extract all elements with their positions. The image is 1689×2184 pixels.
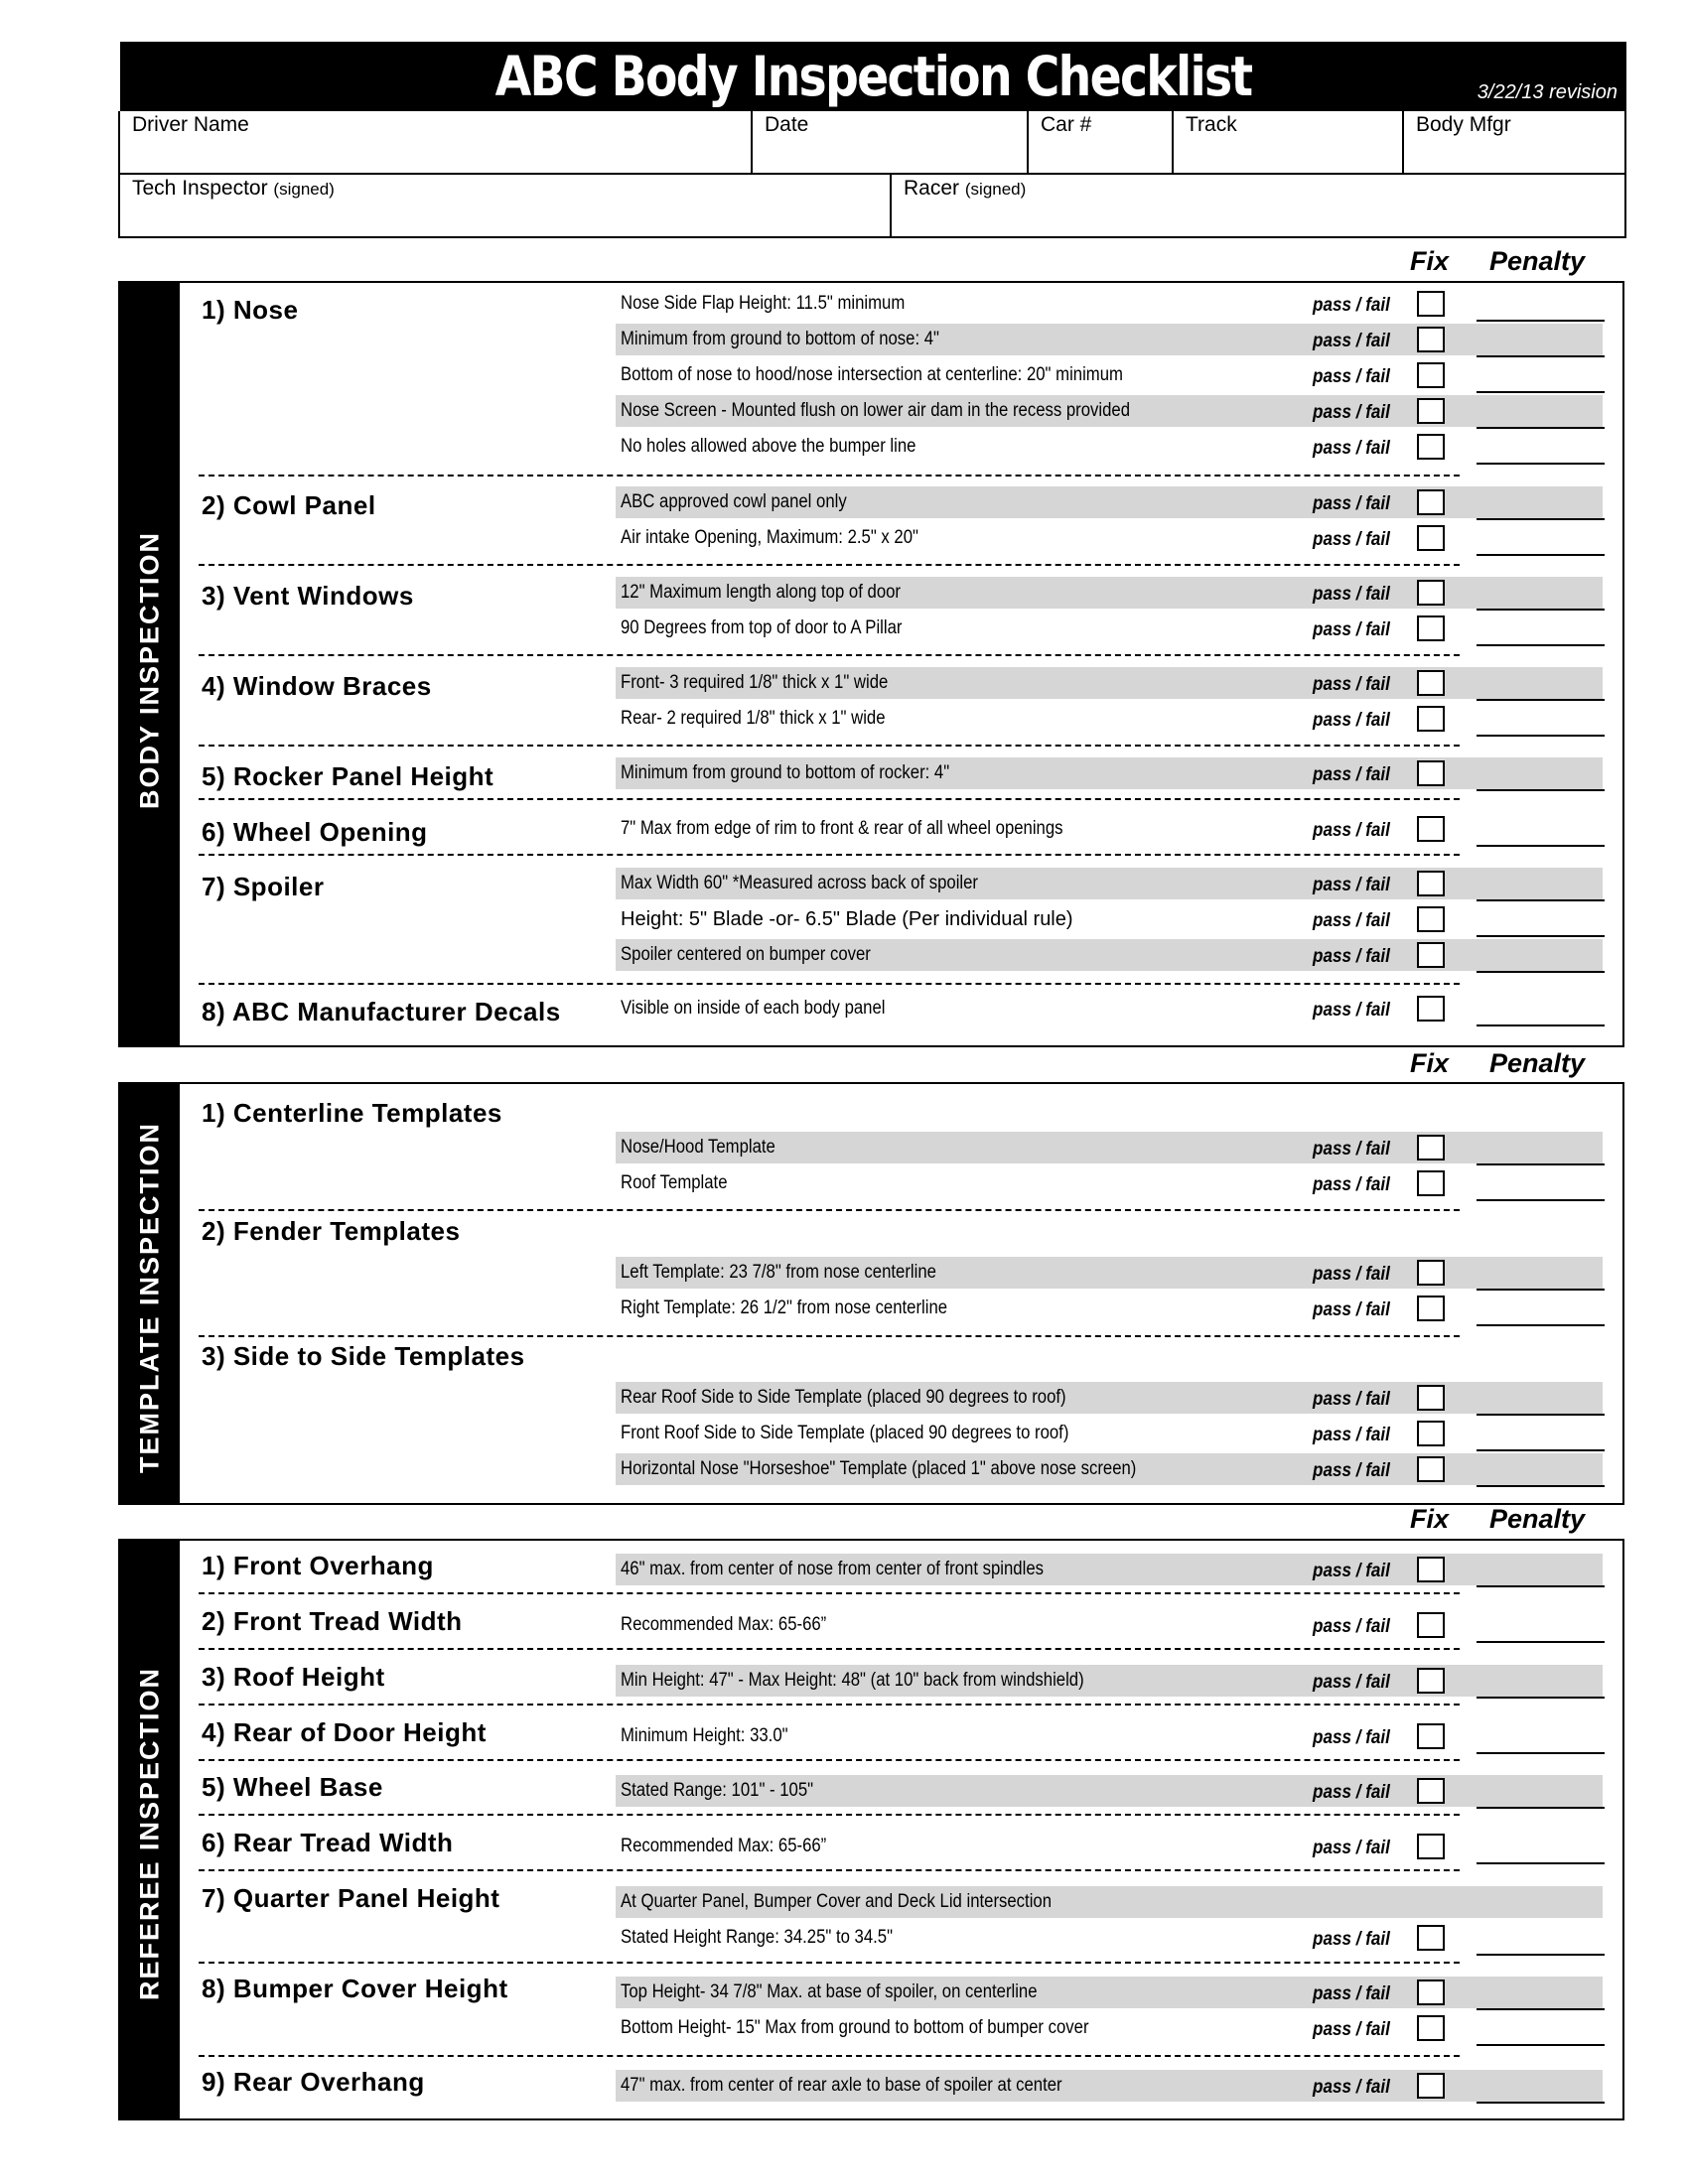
penalty-line[interactable] [1477,609,1605,611]
pass-fail-label: pass / fail [1313,1000,1390,1021]
penalty-line[interactable] [1477,355,1605,357]
penalty-line[interactable] [1477,1414,1605,1416]
requirement-text: Spoiler centered on bumper cover [621,944,871,965]
penalty-line[interactable] [1477,2044,1605,2046]
tech-signed-label: (signed) [273,180,335,199]
pass-fail-label: pass / fail [1313,875,1390,895]
pass-fail-label: pass / fail [1313,529,1390,550]
group-divider [199,745,1460,747]
fix-checkbox[interactable] [1417,1612,1445,1638]
penalty-column-header-1: Penalty [1489,246,1586,276]
pass-fail-label: pass / fail [1313,1672,1390,1693]
fix-checkbox[interactable] [1417,1925,1445,1951]
group-divider [199,1335,1460,1337]
penalty-line[interactable] [1477,427,1605,429]
penalty-line[interactable] [1477,971,1605,973]
pass-fail-label: pass / fail [1313,1782,1390,1803]
penalty-line[interactable] [1477,1199,1605,1201]
group-divider [199,798,1460,800]
fix-checkbox[interactable] [1417,1456,1445,1482]
pass-fail-label: pass / fail [1313,1299,1390,1320]
pass-fail-label: pass / fail [1313,1616,1390,1637]
penalty-line[interactable] [1477,935,1605,937]
requirement-text: Front- 3 required 1/8" thick x 1" wide [621,672,889,693]
referee-inspection-title: REFEREE INSPECTION [134,1666,165,2001]
driver-info-box [118,111,1626,238]
item-label: 1) Front Overhang [202,1551,434,1580]
fix-checkbox[interactable] [1417,525,1445,551]
fix-checkbox[interactable] [1417,871,1445,896]
penalty-line[interactable] [1477,1024,1605,1026]
requirement-text: Front Roof Side to Side Template (placed 90 degrees to roof) [621,1423,1069,1443]
requirement-text: 12" Maximum length along top of door [621,582,901,603]
requirement-text: At Quarter Panel, Bumper Cover and Deck Lid intersection [621,1891,1053,1912]
fix-checkbox[interactable] [1417,1778,1445,1804]
item-label: 5) Wheel Base [202,1772,383,1802]
penalty-line[interactable] [1477,463,1605,465]
requirement-text: No holes allowed above the bumper line [621,436,916,457]
pass-fail-label: pass / fail [1313,295,1390,316]
fix-checkbox[interactable] [1417,615,1445,641]
driver-name-field[interactable] [120,111,753,175]
fix-checkbox[interactable] [1417,906,1445,932]
pass-fail-label: pass / fail [1313,1174,1390,1195]
item-label: 5) Rocker Panel Height [202,761,494,791]
template-inspection-title: TEMPLATE INSPECTION [134,1121,165,1474]
requirement-text: Stated Range: 101" - 105" [621,1780,814,1801]
penalty-line[interactable] [1477,644,1605,646]
tech-inspector-label: Tech Inspector [132,177,268,200]
group-divider [199,2055,1460,2057]
pass-fail-label: pass / fail [1313,1983,1390,2004]
pass-fail-label: pass / fail [1313,584,1390,605]
group-divider [199,854,1460,856]
requirement-text: Bottom Height- 15" Max from ground to bottom of bumper cover [621,2017,1089,2038]
fix-checkbox[interactable] [1417,1170,1445,1196]
fix-checkbox[interactable] [1417,580,1445,606]
pass-fail-label: pass / fail [1313,1460,1390,1481]
group-divider [199,983,1460,985]
requirement-text: Bottom of nose to hood/nose intersection at centerline: 20" minimum [621,364,1123,385]
fix-column-header-1: Fix [1410,246,1450,276]
fix-checkbox[interactable] [1417,1979,1445,2005]
fix-column-header-3: Fix [1410,1504,1450,1534]
item-label: 8) ABC Manufacturer Decals [202,997,561,1026]
requirement-text: Rear Roof Side to Side Template (placed 90 degrees to roof) [621,1387,1066,1408]
fix-checkbox[interactable] [1417,489,1445,515]
penalty-line[interactable] [1477,1449,1605,1451]
item-label: 3) Side to Side Templates [202,1341,525,1371]
pass-fail-label: pass / fail [1313,2077,1390,2098]
fix-checkbox[interactable] [1417,996,1445,1022]
track-label: Track [1186,113,1237,136]
requirement-text: Horizontal Nose "Horseshoe" Template (placed 1" above nose screen) [621,1458,1137,1479]
requirement-text: Minimum from ground to bottom of rocker: 4" [621,762,950,783]
penalty-line[interactable] [1477,554,1605,556]
revision-note: 3/22/13 revision [1477,81,1618,103]
requirement-text: 90 Degrees from top of door to A Pillar [621,617,903,638]
item-label: 1) Centerline Templates [202,1098,502,1128]
penalty-line[interactable] [1477,1752,1605,1754]
penalty-line[interactable] [1477,1485,1605,1487]
pass-fail-label: pass / fail [1313,1139,1390,1160]
group-divider [199,1704,1460,1706]
requirement-text: Minimum from ground to bottom of nose: 4" [621,329,939,349]
penalty-line[interactable] [1477,1324,1605,1326]
item-label: 9) Rear Overhang [202,2067,425,2097]
requirement-text: ABC approved cowl panel only [621,491,847,512]
car-number-label: Car # [1041,113,1092,136]
fix-checkbox[interactable] [1417,1834,1445,1859]
pass-fail-label: pass / fail [1313,493,1390,514]
fix-checkbox[interactable] [1417,706,1445,732]
requirement-text: Stated Height Range: 34.25" to 34.5" [621,1927,894,1948]
group-divider [199,1814,1460,1816]
group-divider [199,475,1460,477]
item-label: 2) Cowl Panel [202,490,376,520]
driver-name-label: Driver Name [132,113,249,136]
requirement-text: Nose Screen - Mounted flush on lower air dam in the recess provided [621,400,1131,421]
requirement-text: Max Width 60" *Measured across back of spoiler [621,873,979,893]
penalty-line[interactable] [1477,899,1605,901]
group-divider [199,1962,1460,1964]
item-label: 7) Quarter Panel Height [202,1883,500,1913]
item-label: 2) Front Tread Width [202,1606,463,1636]
pass-fail-label: pass / fail [1313,1264,1390,1285]
item-label: 6) Wheel Opening [202,817,428,847]
group-divider [199,1869,1460,1871]
car-number-field[interactable] [1029,111,1174,175]
item-label: 3) Roof Height [202,1662,385,1692]
pass-fail-label: pass / fail [1313,1838,1390,1858]
requirement-text: Min Height: 47" - Max Height: 48" (at 10" back from windshield) [621,1670,1084,1691]
fix-checkbox[interactable] [1417,1668,1445,1694]
pass-fail-label: pass / fail [1313,2019,1390,2040]
group-divider [199,1209,1460,1211]
fix-checkbox[interactable] [1417,1385,1445,1411]
penalty-line[interactable] [1477,699,1605,701]
fix-checkbox[interactable] [1417,1296,1445,1321]
penalty-column-header-2: Penalty [1489,1048,1586,1078]
pass-fail-label: pass / fail [1313,674,1390,695]
fix-checkbox[interactable] [1417,760,1445,786]
body-inspection-title: BODY INSPECTION [134,530,165,810]
penalty-line[interactable] [1477,1585,1605,1587]
group-divider [199,1592,1460,1594]
racer-signed-label: (signed) [964,180,1027,199]
pass-fail-label: pass / fail [1313,331,1390,351]
pass-fail-label: pass / fail [1313,1561,1390,1581]
fix-checkbox[interactable] [1417,398,1445,424]
racer-field[interactable] [892,175,1626,238]
fix-column-header-2: Fix [1410,1048,1450,1078]
requirement-text: Recommended Max: 65-66” [621,1614,827,1635]
penalty-line[interactable] [1477,320,1605,322]
requirement-text: 47" max. from center of rear axle to base of spoiler at center [621,2075,1062,2096]
penalty-line[interactable] [1477,1697,1605,1699]
pass-fail-label: pass / fail [1313,820,1390,841]
date-label: Date [765,113,809,136]
requirement-text: Minimum Height: 33.0" [621,1725,788,1746]
penalty-line[interactable] [1477,518,1605,520]
fix-checkbox[interactable] [1417,1557,1445,1582]
item-label: 6) Rear Tread Width [202,1828,454,1857]
requirement-text: Left Template: 23 7/8" from nose centerline [621,1262,936,1283]
date-field[interactable] [753,111,1029,175]
requirement-text: Rear- 2 required 1/8" thick x 1" wide [621,708,886,729]
body-mfgr-label: Body Mfgr [1416,113,1511,136]
penalty-line[interactable] [1477,1163,1605,1165]
pass-fail-label: pass / fail [1313,366,1390,387]
tech-inspector-field[interactable] [120,175,892,238]
penalty-line[interactable] [1477,1807,1605,1809]
pass-fail-label: pass / fail [1313,910,1390,931]
fix-checkbox[interactable] [1417,2073,1445,2099]
penalty-column-header-3: Penalty [1489,1504,1586,1534]
penalty-line[interactable] [1477,2102,1605,2104]
requirement-text: Air intake Opening, Maximum: 2.5" x 20" [621,527,918,548]
pass-fail-label: pass / fail [1313,1727,1390,1748]
fix-checkbox[interactable] [1417,327,1445,352]
racer-label: Racer [904,177,960,200]
requirement-text: Visible on inside of each body panel [621,998,886,1019]
item-label: 4) Rear of Door Height [202,1717,487,1747]
requirement-text: 7" Max from edge of rim to front & rear of all wheel openings [621,818,1063,839]
requirement-text: Nose Side Flap Height: 11.5" minimum [621,293,906,314]
requirement-text: Recommended Max: 65-66” [621,1836,827,1856]
pass-fail-label: pass / fail [1313,710,1390,731]
requirement-text: Roof Template [621,1172,728,1193]
penalty-line[interactable] [1477,789,1605,791]
penalty-line[interactable] [1477,391,1605,393]
pass-fail-label: pass / fail [1313,438,1390,459]
requirement-text: Height: 5" Blade -or- 6.5" Blade (Per individual rule) [621,908,1073,930]
page-title: ABC Body Inspection Checklist [494,45,1252,108]
fix-checkbox[interactable] [1417,2015,1445,2041]
item-label: 7) Spoiler [202,872,325,901]
track-field[interactable] [1174,111,1404,175]
item-label: 3) Vent Windows [202,581,414,611]
pass-fail-label: pass / fail [1313,402,1390,423]
requirement-text: 46" max. from center of nose from center of front spindles [621,1559,1044,1579]
penalty-line[interactable] [1477,1289,1605,1291]
item-label: 4) Window Braces [202,671,432,701]
penalty-line[interactable] [1477,2008,1605,2010]
penalty-line[interactable] [1477,845,1605,847]
penalty-line[interactable] [1477,1862,1605,1864]
group-divider [199,654,1460,656]
fix-checkbox[interactable] [1417,291,1445,317]
group-divider [199,1648,1460,1650]
fix-checkbox[interactable] [1417,362,1445,388]
fix-checkbox[interactable] [1417,1421,1445,1446]
penalty-line[interactable] [1477,1954,1605,1956]
fix-checkbox[interactable] [1417,1723,1445,1749]
fix-checkbox[interactable] [1417,434,1445,460]
body-mfgr-field[interactable] [1404,111,1626,175]
pass-fail-label: pass / fail [1313,764,1390,785]
item-label: 8) Bumper Cover Height [202,1974,508,2003]
pass-fail-label: pass / fail [1313,1389,1390,1410]
fix-checkbox[interactable] [1417,942,1445,968]
item-label: 2) Fender Templates [202,1216,461,1246]
pass-fail-label: pass / fail [1313,946,1390,967]
pass-fail-label: pass / fail [1313,1929,1390,1950]
fix-checkbox[interactable] [1417,670,1445,696]
fix-checkbox[interactable] [1417,816,1445,842]
pass-fail-label: pass / fail [1313,619,1390,640]
requirement-text: Top Height- 34 7/8" Max. at base of spoiler, on centerline [621,1981,1038,2002]
penalty-line[interactable] [1477,1641,1605,1643]
requirement-text: Right Template: 26 1/2" from nose centerline [621,1297,948,1318]
fix-checkbox[interactable] [1417,1260,1445,1286]
fix-checkbox[interactable] [1417,1135,1445,1160]
penalty-line[interactable] [1477,735,1605,737]
requirement-text: Nose/Hood Template [621,1137,775,1158]
pass-fail-label: pass / fail [1313,1425,1390,1445]
item-label: 1) Nose [202,295,299,325]
group-divider [199,1759,1460,1761]
group-divider [199,564,1460,566]
